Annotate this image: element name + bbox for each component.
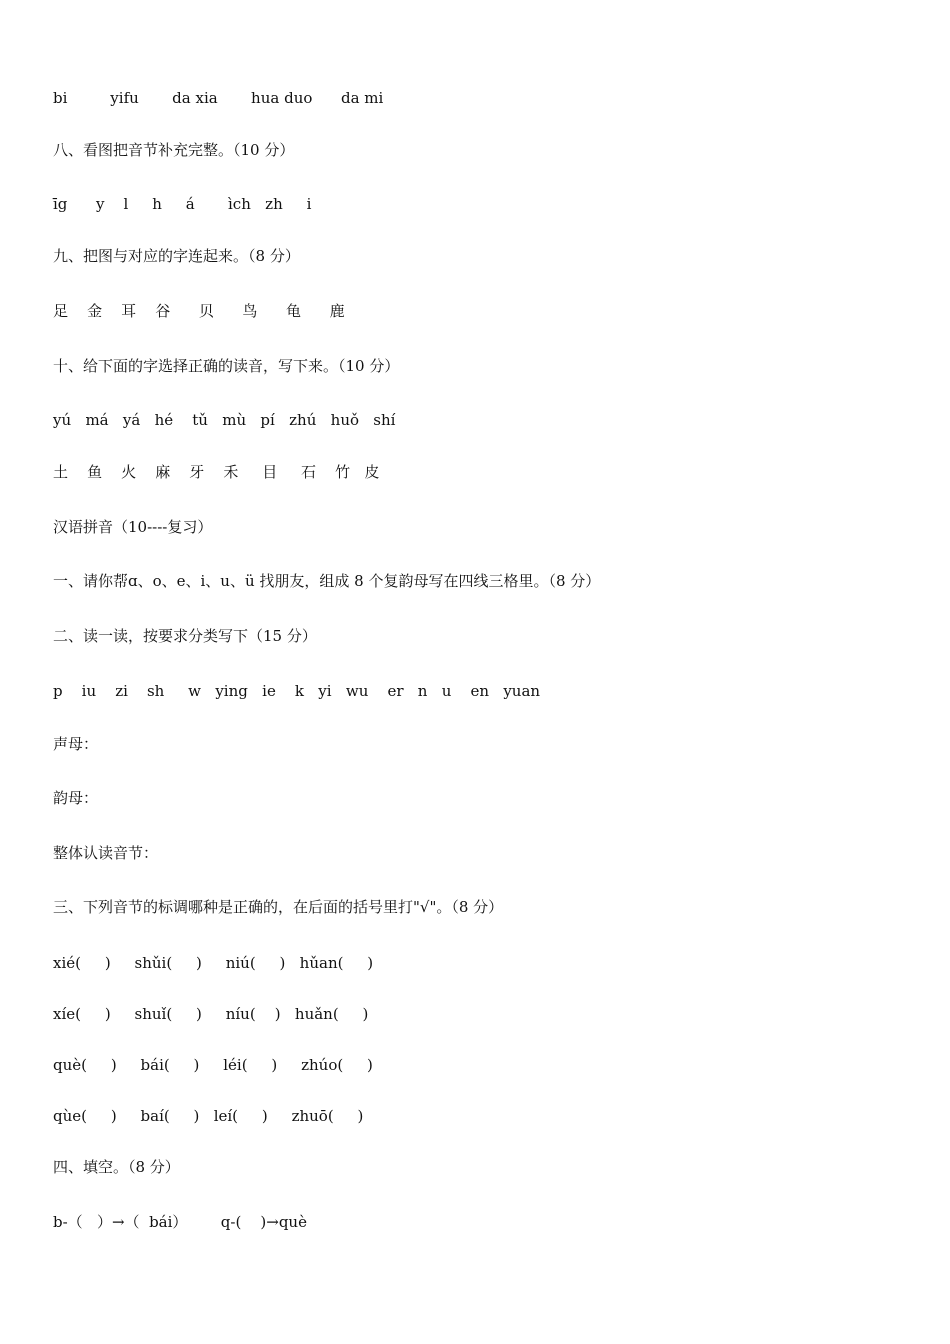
category-label-initials: 声母： <box>53 735 99 753</box>
category-label-finals: 韵母： <box>53 789 99 807</box>
section-heading-1: 一、请你帮ɑ、o、e、i、u、ü 找朋友，组成 8 个复韵母写在四线三格里。（8 分） <box>53 572 601 590</box>
section-heading-2: 二、读一读，按要求分类写下（15 分） <box>53 627 317 645</box>
exercise-line-characters: 足 金 耳 谷 贝 鸟 龟 鹿 <box>53 302 345 320</box>
exercise-line-sort-items: p iu zi sh w ying ie k yi wu er n u en yuan <box>53 682 541 700</box>
tone-choice-row-4: qùe( ) baí( ) leí( ) zhuō( ) <box>53 1107 364 1125</box>
section-heading-10: 十、给下面的字选择正确的读音，写下来。（10 分） <box>53 357 400 375</box>
section-heading-3: 三、下列音节的标调哪种是正确的，在后面的括号里打"√"。（8 分） <box>53 898 504 916</box>
tone-choice-row-1: xié( ) shǔi( ) niú( ) hǔan( ) <box>53 954 374 972</box>
review-title: 汉语拼音（10----复习） <box>53 518 213 536</box>
exercise-line-partial-syllables: īg y l h á ìch zh i <box>53 195 312 213</box>
exercise-line-characters-to-match: 土 鱼 火 麻 牙 禾 目 石 竹 皮 <box>53 463 380 481</box>
section-heading-9: 九、把图与对应的字连起来。（8 分） <box>53 247 300 265</box>
tone-choice-row-3: què( ) bái( ) léi( ) zhúo( ) <box>53 1056 373 1074</box>
category-label-whole-syllables: 整体认读音节： <box>53 844 159 862</box>
section-heading-8: 八、看图把音节补充完整。（10 分） <box>53 141 295 159</box>
section-heading-4: 四、填空。（8 分） <box>53 1158 180 1176</box>
fill-in-blank-line: b-（ ）→（ bái） q-( )→què <box>53 1213 307 1231</box>
tone-choice-row-2: xíe( ) shuǐ( ) níu( ) huǎn( ) <box>53 1005 369 1023</box>
exercise-line-pinyin-options: yú má yá hé tǔ mù pí zhú huǒ shí <box>53 411 396 429</box>
exercise-line-syllables: bi yifu da xia hua duo da mi <box>53 89 384 107</box>
